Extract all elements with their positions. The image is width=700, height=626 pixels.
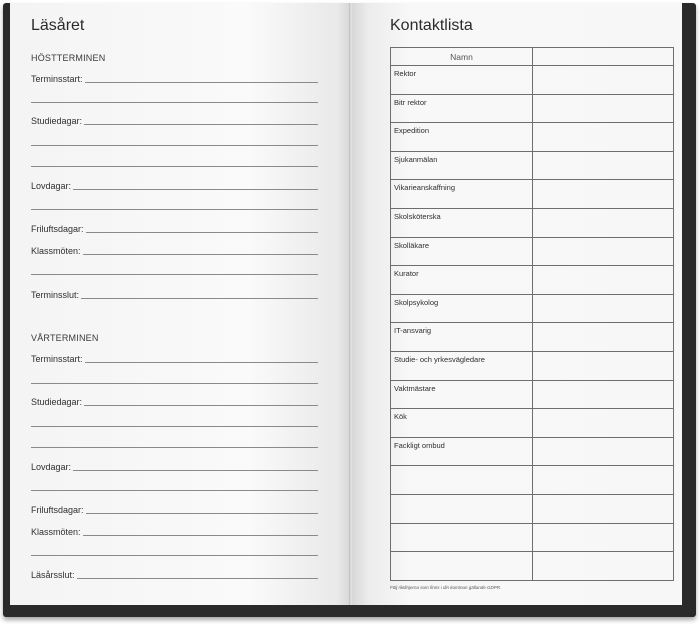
contact-role-cell[interactable]: [391, 323, 533, 352]
write-line: [84, 124, 318, 125]
contact-value-cell[interactable]: [533, 180, 674, 209]
spring-term-start-field[interactable]: [31, 351, 318, 365]
contact-role-cell[interactable]: [391, 123, 533, 152]
contact-role-cell[interactable]: [391, 409, 533, 438]
table-row: [391, 208, 674, 237]
write-line[interactable]: [31, 102, 318, 103]
field-label: Lovdagar:: [31, 181, 72, 191]
write-line: [73, 189, 318, 190]
contact-role-cell[interactable]: [391, 552, 533, 581]
contact-role-label: Bitr rektor: [394, 97, 427, 107]
table-row: [391, 294, 674, 323]
contact-role-label: Expedition: [394, 126, 430, 136]
contact-role-cell[interactable]: [391, 380, 533, 409]
contact-role-label: Sjukanmälan: [394, 154, 438, 164]
spring-outdoor-days-field[interactable]: [31, 502, 318, 516]
field-label: Klassmöten:: [31, 527, 81, 537]
spring-class-meetings-field[interactable]: [31, 524, 318, 538]
contact-role-label: [391, 466, 532, 469]
contact-role-label: Skolpsykolog: [394, 297, 439, 307]
field-label: Lovdagar:: [31, 462, 72, 472]
table-row: [391, 94, 674, 123]
contact-value-cell[interactable]: [533, 523, 674, 552]
field-label: Friluftsdagar:: [31, 505, 84, 515]
write-line: [83, 535, 318, 536]
write-line: [73, 470, 318, 471]
table-row: [391, 380, 674, 409]
field-label: Terminsslut:: [31, 290, 80, 300]
contact-role-label: [391, 524, 532, 527]
contact-role-label: Vikarieanskaffning: [394, 183, 456, 193]
spring-holidays-field[interactable]: [31, 459, 318, 473]
contact-role-label: [391, 495, 532, 498]
contact-role-label: Studie- och yrkesvägledare: [394, 354, 485, 364]
table-row: [391, 66, 674, 95]
contact-role-label: Kök: [394, 412, 407, 422]
contact-role-label: Skolsköterska: [394, 211, 441, 221]
table-row: [391, 323, 674, 352]
contact-role-cell[interactable]: [391, 66, 533, 95]
contact-role-cell[interactable]: [391, 294, 533, 323]
contact-role-cell[interactable]: [391, 94, 533, 123]
write-line[interactable]: [31, 555, 318, 556]
table-row: [391, 437, 674, 466]
contact-value-cell[interactable]: [533, 266, 674, 295]
field-label: Klassmöten:: [31, 246, 81, 256]
field-label: Läsårsslut:: [31, 570, 75, 580]
write-line: [85, 82, 318, 83]
table-row: [391, 466, 674, 495]
page-title-contact-list: Kontaktlista: [390, 17, 473, 34]
write-line: [84, 405, 318, 406]
contact-role-cell[interactable]: [391, 266, 533, 295]
contact-role-label: Vaktmästare: [394, 383, 436, 393]
contact-role-cell[interactable]: [391, 466, 533, 495]
section-heading-autumn: HÖSTTERMINEN: [31, 53, 106, 63]
field-label: Terminsstart:: [31, 74, 83, 84]
contact-value-cell[interactable]: [533, 151, 674, 180]
write-line: [77, 578, 318, 579]
contact-role-label: Rektor: [394, 69, 417, 78]
table-row: [391, 552, 674, 581]
field-label: Friluftsdagar:: [31, 224, 84, 234]
table-row: [391, 123, 674, 152]
table-row: [391, 266, 674, 295]
autumn-holidays-field[interactable]: [31, 178, 318, 192]
spring-study-days-field[interactable]: [31, 394, 318, 408]
write-line[interactable]: [31, 145, 318, 146]
contact-value-cell[interactable]: [533, 237, 674, 266]
table-row: [391, 180, 674, 209]
left-page: [10, 3, 351, 605]
spring-year-end-field[interactable]: [31, 567, 318, 581]
contact-value-cell[interactable]: [533, 409, 674, 438]
field-label: Studiedagar:: [31, 116, 83, 126]
contact-value-cell[interactable]: [533, 380, 674, 409]
autumn-study-days-field[interactable]: [31, 113, 318, 127]
contact-role-cell[interactable]: [391, 151, 533, 180]
contact-value-cell[interactable]: [533, 552, 674, 581]
right-page: [352, 3, 682, 605]
contact-role-cell[interactable]: [391, 180, 533, 209]
contact-value-cell[interactable]: [533, 437, 674, 466]
table-row: [391, 351, 674, 380]
section-heading-spring: VÅRTERMINEN: [31, 333, 99, 343]
page-title-school-year: Läsåret: [31, 17, 85, 34]
field-label: Studiedagar:: [31, 397, 83, 407]
contact-role-label: IT-ansvarig: [394, 326, 432, 336]
contact-role-label: [391, 552, 532, 555]
write-line[interactable]: [31, 447, 318, 448]
autumn-class-meetings-field[interactable]: [31, 243, 318, 257]
table-header-row: [391, 48, 674, 66]
contact-value-cell[interactable]: [533, 351, 674, 380]
contact-value-cell[interactable]: [533, 208, 674, 237]
table-row: [391, 151, 674, 180]
write-line: [86, 513, 318, 514]
write-line: [85, 362, 318, 363]
contact-role-label: Kurator: [394, 269, 419, 279]
write-line[interactable]: [31, 274, 318, 275]
contact-role-cell[interactable]: [391, 237, 533, 266]
contact-value-cell[interactable]: [533, 94, 674, 123]
column-header-blank: [533, 48, 674, 66]
autumn-term-end-field[interactable]: [31, 287, 318, 301]
contact-value-cell[interactable]: [533, 123, 674, 152]
autumn-outdoor-days-field[interactable]: [31, 221, 318, 235]
autumn-term-start-field[interactable]: [31, 71, 318, 85]
table-row: [391, 523, 674, 552]
contact-role-cell[interactable]: [391, 208, 533, 237]
gdpr-footnote: Följ riktlinjerna som finns i din kommun gällande GDPR.: [390, 585, 502, 590]
contact-value-cell[interactable]: [533, 466, 674, 495]
write-line[interactable]: [31, 166, 318, 167]
contact-role-cell[interactable]: [391, 437, 533, 466]
contact-role-cell[interactable]: [391, 523, 533, 552]
contact-value-cell[interactable]: [533, 323, 674, 352]
contact-role-cell[interactable]: [391, 494, 533, 523]
contact-role-label: Skolläkare: [394, 240, 430, 250]
write-line[interactable]: [31, 490, 318, 491]
write-line[interactable]: [31, 209, 318, 210]
contact-value-cell[interactable]: [533, 66, 674, 95]
contact-table: [390, 47, 674, 581]
table-row: [391, 237, 674, 266]
write-line: [81, 298, 318, 299]
write-line[interactable]: [31, 383, 318, 384]
contact-value-cell[interactable]: [533, 494, 674, 523]
contact-role-cell[interactable]: [391, 351, 533, 380]
table-row: [391, 494, 674, 523]
column-header-name: Namn: [391, 48, 533, 66]
write-line: [83, 254, 318, 255]
contact-role-label: Fackligt ombud: [394, 440, 445, 450]
field-label: Terminsstart:: [31, 354, 83, 364]
contact-value-cell[interactable]: [533, 294, 674, 323]
table-row: [391, 409, 674, 438]
write-line[interactable]: [31, 426, 318, 427]
write-line: [86, 232, 318, 233]
